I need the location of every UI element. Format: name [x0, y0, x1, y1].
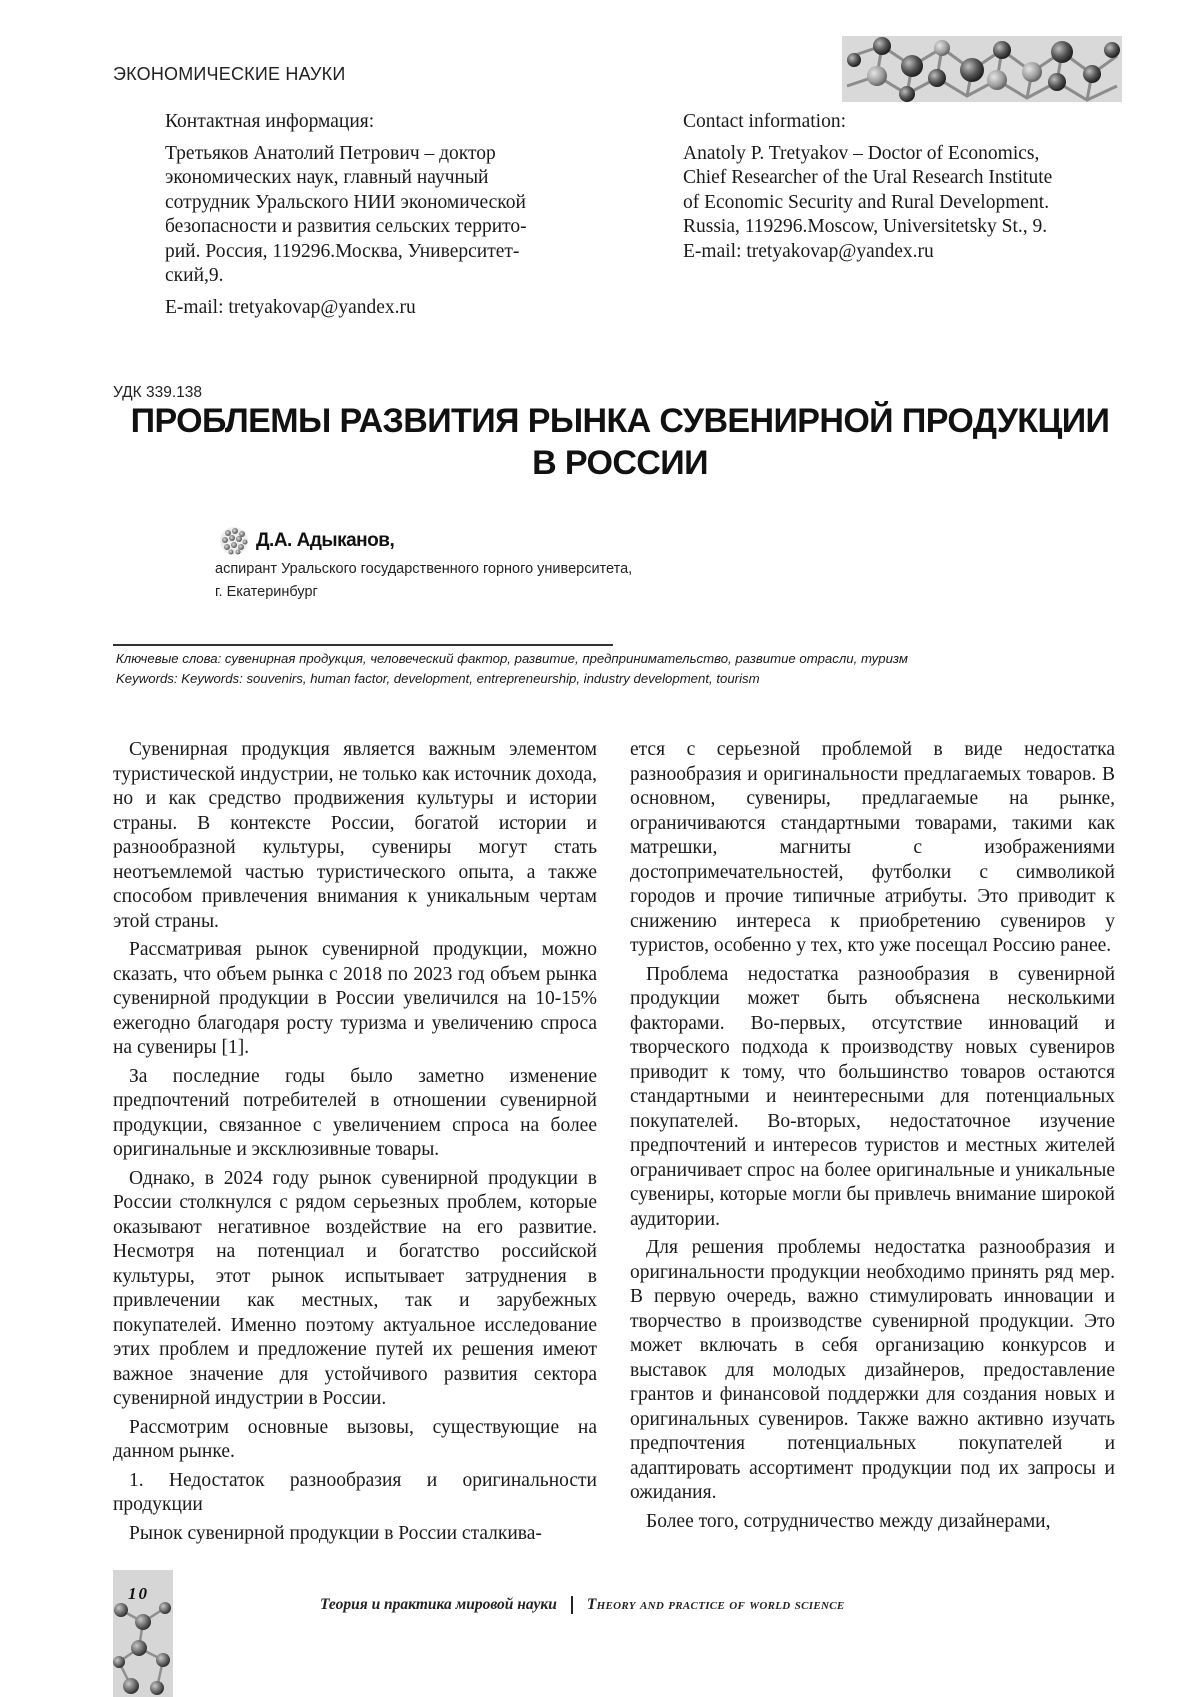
contact-line: экономических наук, главный научный [165, 167, 489, 188]
udk-code: УДК 339.138 [113, 384, 203, 401]
author-affiliation-line: г. Екатеринбург [215, 584, 318, 600]
contact-info-ru [165, 110, 605, 320]
contact-line: Anatoly P. Tretyakov – Doctor of Economics, [683, 142, 1040, 164]
author-affiliation-line: аспирант Уральского государственного горного университета, [215, 561, 633, 577]
keywords-en: Keywords: Keywords: souvenirs, human factor, development, entrepreneurship, industry development, tourism [116, 671, 760, 686]
footer-separator [571, 1596, 573, 1614]
journal-footer [320, 1596, 845, 1614]
article-title-line: В РОССИИ [532, 444, 708, 482]
body-paragraph: Рынок сувенирной продукции в России сталкива- [129, 1522, 542, 1544]
contact-line: Третьяков Анатолий Петрович – доктор [165, 142, 496, 164]
section-label: ЭКОНОМИЧЕСКИЕ НАУКИ [113, 64, 346, 84]
body-paragraph: Более того, сотрудничество между дизайнерами, [646, 1510, 1051, 1532]
molecule-banner-image [842, 36, 1122, 102]
journal-name-ru: Теория и практика мировой науки [320, 1596, 557, 1613]
author-bullet-icon [218, 525, 250, 557]
author-affiliation [215, 558, 632, 604]
body-paragraph: Проблема недостатка разнообразия в сувенирной продукции может быть объяснена несколькими факторами. Во-первых, отсутствие инноваций и творческого подхода к производству новых сувениров приводит к тому, что большинство товаров остаются стандартными и неинтересными для потенциальных покупателей. Во-вторых, недостаточное изучение предпочтений и интересов туристов и местных жителей ограничивает спрос на более оригинальные и уникальные сувениры, которые могли бы привлечь внимание широкой аудитории. [630, 963, 1115, 1230]
keywords-divider [113, 644, 613, 646]
page-number: 10 [128, 1584, 149, 1603]
contact-line: Russia, 119296.Moscow, Universitetsky St., 9. [683, 216, 1048, 237]
contact-heading-en: Contact information: [683, 111, 847, 132]
contact-heading-ru: Контактная информация: [165, 111, 375, 132]
body-subheading: 1. Недостаток разнообразия и оригинальности продукции [113, 1469, 597, 1515]
body-column-right [630, 738, 1115, 1534]
contact-email-ru: E-mail: tretyakovap@yandex.ru [165, 296, 416, 318]
contact-info-en [683, 110, 1123, 264]
body-paragraph: Рассматривая рынок сувенирной продукции, можно сказать, что объем рынка с 2018 по 2023 год объем рынка сувенирной продукции в России увеличился на 10-15% ежегодно благодаря росту туризма и увеличению спроса на сувениры [1]. [113, 939, 597, 1058]
article-title-line: ПРОБЛЕМЫ РАЗВИТИЯ РЫНКА СУВЕНИРНОЙ ПРОДУКЦИИ [130, 402, 1110, 440]
keywords-block [116, 649, 1116, 689]
body-paragraph: ется с серьезной проблемой в виде недостатка разнообразия и оригинальности предлагаемых товаров. В основном, сувениры, предлагаемые на рынке, ограничиваются стандартными товарами, такими как матрешки, магниты с изображениями достопримечательностей, футболки с символикой городов и прочие типичные атрибуты. Это приводит к снижению интереса к приобретению сувениров у туристов, особенно у тех, кто уже посещал Россию ранее. [630, 739, 1115, 956]
contact-line: рий. Россия, 119296.Москва, Университет- [165, 240, 520, 262]
body-paragraph: Рассмотрим основные вызовы, существующие на данном рынке. [113, 1416, 597, 1462]
body-paragraph: Для решения проблемы недостатка разнообразия и оригинальности продукции необходимо принять ряд мер. В первую очередь, важно стимулировать инновации и творчество в производстве сувенирной продукции. Это может включать в себя организацию конкурсов и выставок для молодых дизайнеров, предоставление грантов и финансовой поддержки для создания новых и оригинальных сувениров. Также важно активно изучать предпочтения потенциальных покупателей и адаптировать ассортимент продукции под их запросы и ожидания. [630, 1237, 1115, 1503]
contact-line: ский,9. [165, 265, 224, 286]
contact-line: of Economic Security and Rural Development. [683, 191, 1050, 213]
body-paragraph: За последние годы было заметно изменение предпочтений потребителей в отношении сувенирной продукции, связанное с увеличением спроса на более оригинальные и эксклюзивные товары. [113, 1065, 597, 1160]
keywords-ru: Ключевые слова: сувенирная продукция, человеческий фактор, развитие, предпринимательство, развитие отрасли, туризм [116, 651, 908, 666]
body-column-left [113, 738, 597, 1546]
article-title [100, 400, 1140, 484]
journal-name-en: Theory and practice of world science [586, 1596, 845, 1613]
contact-line: Chief Researcher of the Ural Research Institute [683, 167, 1053, 188]
body-paragraph: Однако, в 2024 году рынок сувенирной продукции в России столкнулся с рядом серьезных проблем, которые оказывают негативное воздействие на его развитие. Несмотря на потенциал и богатство российской культуры, этот рынок испытывает затруднения в привлечении как местных, так и зарубежных покупателей. Именно поэтому актуальное исследование этих проблем и предложение путей их решения имеют важное значение для устойчивого развития сектора сувенирной индустрии в России. [113, 1167, 597, 1409]
contact-line: сотрудник Уральского НИИ экономической [165, 191, 526, 213]
contact-line: E-mail: tretyakovap@yandex.ru [683, 240, 934, 262]
body-paragraph: Сувенирная продукция является важным элементом туристической индустрии, не только как источник дохода, но и как средство продвижения культуры и истории страны. В контексте России, богатой истории и разнообразной культуры, сувениры могут стать неотъемлемой частью туристического опыта, а также способом привлечения внимания к уникальным чертам этой страны. [113, 739, 597, 932]
author-name: Д.А. Адыканов, [256, 530, 395, 551]
contact-line: безопасности и развития сельских террито- [165, 216, 527, 237]
